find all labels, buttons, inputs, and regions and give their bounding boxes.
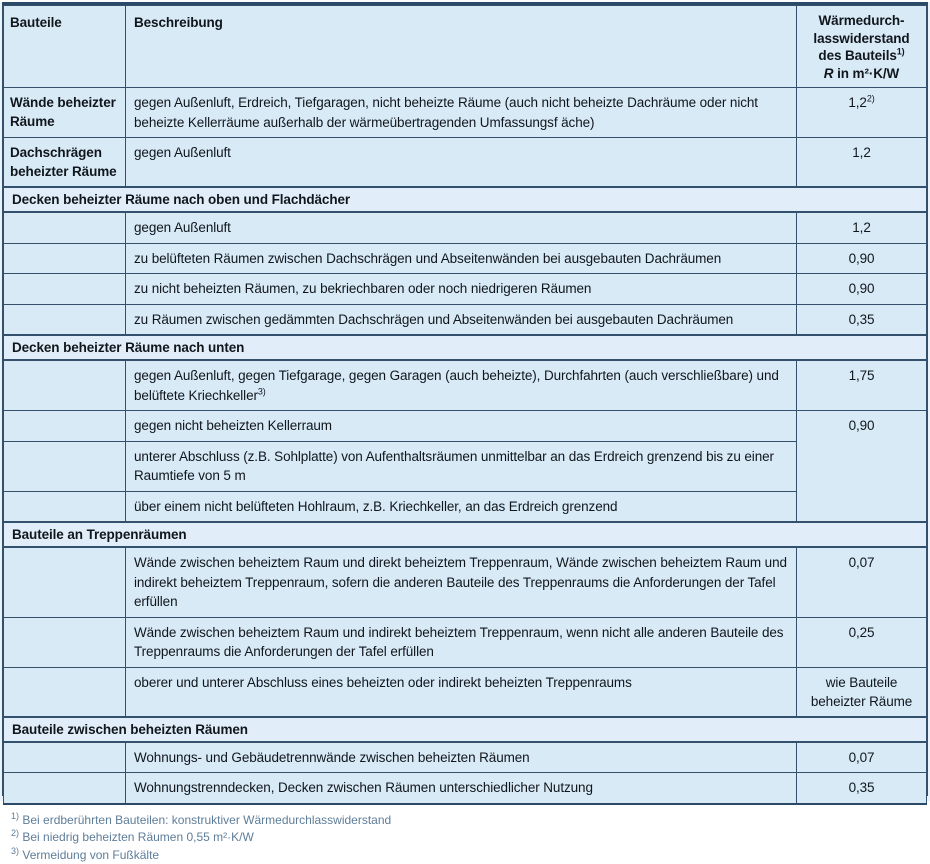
description-cell: Wände zwischen beheiztem Raum und direkt beheiztem Treppenraum, Wände zwischen beheiztem Raum und indirekt beheiztem Treppenraum, sofern die anderen Bauteile des Treppenraums die Anforderungen der Tafel erfüllen <box>126 547 797 617</box>
table-row <box>4 304 927 335</box>
header-col3-line3-text: des Bauteils <box>818 48 896 63</box>
description-cell: Wände zwischen beheiztem Raum und indirekt beheiztem Treppenraum, wenn nicht alle anderen Bauteile des Treppenraums die Anforderungen der Tafel erfüllen <box>126 617 797 667</box>
table-row <box>4 667 927 717</box>
header-beschreibung: Beschreibung <box>126 6 797 88</box>
table-row <box>4 441 927 491</box>
description-cell: gegen Außenluft <box>126 138 797 188</box>
value-cell: wie Bauteile beheizter Räume <box>797 667 927 717</box>
description-cell: zu Räumen zwischen gedämmten Dachschrägen und Abseitenwänden bei ausgebauten Dachräumen <box>126 304 797 335</box>
header-waermedurchlasswiderstand <box>797 6 927 88</box>
value-cell-rowspan: 0,90 <box>797 411 927 523</box>
footnote-3 <box>11 847 917 864</box>
footnote-marker: 1) <box>897 47 905 57</box>
table-row <box>4 617 927 667</box>
table-row <box>4 212 927 243</box>
component-cell-empty <box>4 547 126 617</box>
description-cell: zu belüfteten Räumen zwischen Dachschrägen und Abseitenwänden bei ausgebauten Dachräumen <box>126 243 797 274</box>
table-row <box>4 547 927 617</box>
value-cell: 0,90 <box>797 243 927 274</box>
footnotes <box>3 805 927 864</box>
component-cell-empty <box>4 491 126 522</box>
description-cell: gegen nicht beheizten Kellerraum <box>126 411 797 442</box>
component-cell-empty <box>4 360 126 411</box>
footnote-marker: 3) <box>11 846 19 856</box>
page-frame <box>2 2 928 796</box>
component-cell-empty <box>4 667 126 717</box>
footnote-text: Bei erdberührten Bauteilen: konstruktiver Wärmedurchlasswiderstand <box>22 813 391 827</box>
table-row <box>4 274 927 305</box>
footnote-text: Bei niedrig beheizten Räumen 0,55 m²·K/W <box>22 830 253 844</box>
section-title: Decken beheizter Räume nach unten <box>4 335 927 360</box>
component-cell: Wände beheizter Räume <box>4 88 126 138</box>
table-row <box>4 88 927 138</box>
thermal-resistance-table <box>3 5 927 805</box>
value-cell: 0,35 <box>797 773 927 804</box>
footnote-2 <box>11 829 917 847</box>
value-cell: 0,07 <box>797 742 927 773</box>
section-row <box>4 522 927 547</box>
footnote-1 <box>11 812 917 830</box>
section-row <box>4 335 927 360</box>
footnote-marker: 2) <box>11 828 19 838</box>
value-cell <box>797 88 927 138</box>
header-col3-line3 <box>801 47 922 65</box>
component-cell-empty <box>4 773 126 804</box>
table-row <box>4 360 927 411</box>
value-cell: 0,25 <box>797 617 927 667</box>
component-cell-empty <box>4 617 126 667</box>
table-row <box>4 411 927 442</box>
value-cell: 0,90 <box>797 274 927 305</box>
component-cell: Dachschrägen beheizter Räume <box>4 138 126 188</box>
table-row <box>4 243 927 274</box>
header-col3-line4 <box>801 65 922 83</box>
description-cell: über einem nicht belüfteten Hohlraum, z.B. Kriechkeller, an das Erdreich grenzend <box>126 491 797 522</box>
component-cell-empty <box>4 274 126 305</box>
header-col3-line1: Wärmedurch- <box>801 12 922 30</box>
component-cell-empty <box>4 304 126 335</box>
table-row <box>4 138 927 188</box>
footnote-marker: 1) <box>11 811 19 821</box>
table-row <box>4 773 927 804</box>
section-title: Bauteile an Treppenräumen <box>4 522 927 547</box>
description-cell: gegen Außenluft <box>126 212 797 243</box>
header-unit: in m²·K/W <box>833 66 899 81</box>
section-row <box>4 187 927 212</box>
value-cell: 1,2 <box>797 212 927 243</box>
table-row <box>4 742 927 773</box>
table-row <box>4 491 927 522</box>
description-text: gegen Außenluft, gegen Tiefgarage, gegen Garagen (auch beheizte), Durchfahrten (auch verschließbare) und belüftete Kriechkeller <box>134 368 779 403</box>
description-cell: gegen Außenluft, Erdreich, Tiefgaragen, nicht beheizte Räume (auch nicht beheizte Dachräume oder nicht beheizte Kellerräume außerhalb der wärmeübertragenden Umfassungsf äche) <box>126 88 797 138</box>
description-cell <box>126 360 797 411</box>
document-page <box>0 2 930 801</box>
value-cell: 0,07 <box>797 547 927 617</box>
description-cell: zu nicht beheizten Räumen, zu bekriechbaren oder noch niedrigeren Räumen <box>126 274 797 305</box>
header-bauteile: Bauteile <box>4 6 126 88</box>
value-cell: 1,2 <box>797 138 927 188</box>
value-cell: 1,75 <box>797 360 927 411</box>
component-cell-empty <box>4 212 126 243</box>
value-cell: 0,35 <box>797 304 927 335</box>
component-cell-empty <box>4 243 126 274</box>
footnote-marker: 2) <box>867 94 875 104</box>
component-cell-empty <box>4 411 126 442</box>
footnote-marker: 3) <box>258 386 266 396</box>
description-cell: oberer und unterer Abschluss eines beheizten oder indirekt beheizten Treppenraums <box>126 667 797 717</box>
description-cell: Wohnungstrenndecken, Decken zwischen Räumen unterschiedlicher Nutzung <box>126 773 797 804</box>
component-cell-empty <box>4 742 126 773</box>
section-title: Decken beheizter Räume nach oben und Flachdächer <box>4 187 927 212</box>
table-header-row <box>4 6 927 88</box>
component-cell-empty <box>4 441 126 491</box>
section-row <box>4 717 927 742</box>
symbol-R: R <box>824 66 834 81</box>
section-title: Bauteile zwischen beheizten Räumen <box>4 717 927 742</box>
value-text: 1,2 <box>848 95 866 110</box>
footnote-text: Vermeidung von Fußkälte <box>22 848 159 862</box>
header-col3-line2: lasswiderstand <box>801 30 922 48</box>
description-cell: Wohnungs- und Gebäudetrennwände zwischen beheizten Räumen <box>126 742 797 773</box>
description-cell: unterer Abschluss (z.B. Sohlplatte) von Aufenthaltsräumen unmittelbar an das Erdreich grenzend bis zu einer Raumtiefe von 5 m <box>126 441 797 491</box>
